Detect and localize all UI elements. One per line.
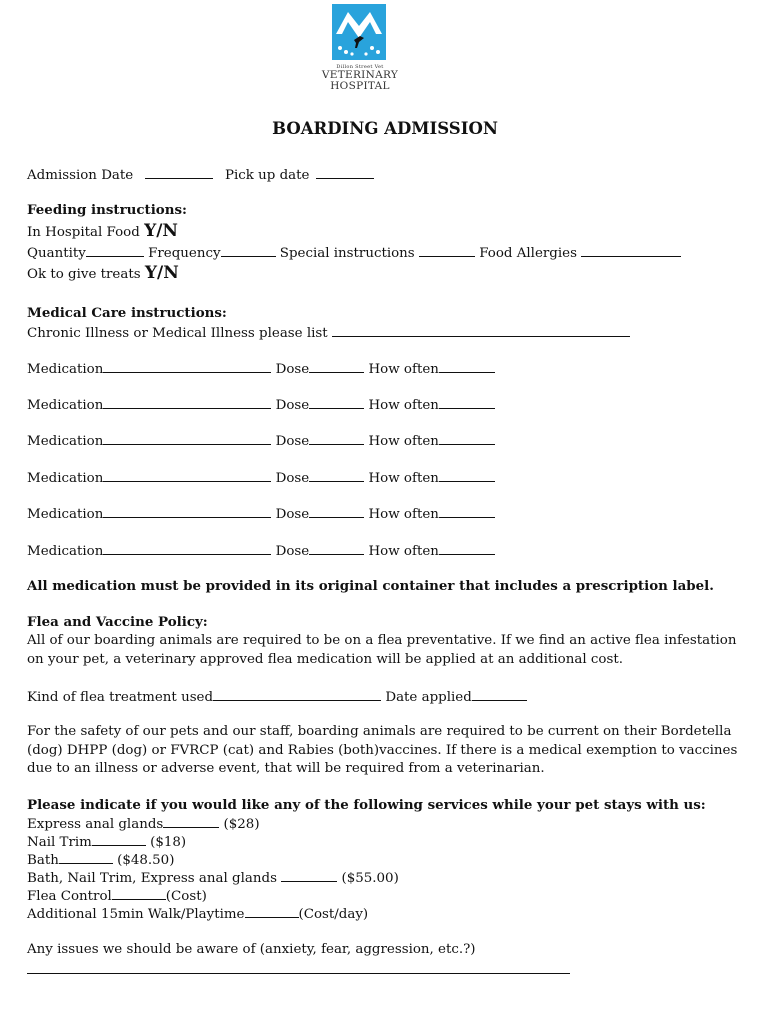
medication-label: Medication — [27, 544, 104, 559]
issues-field[interactable] — [27, 973, 570, 974]
issues-label: Any issues we should be aware of (anxiety, fear, aggression, etc.?) — [27, 942, 476, 957]
service-field[interactable] — [92, 833, 146, 846]
quantity-label: Quantity — [27, 246, 86, 261]
service-price: ($28) — [223, 817, 260, 832]
hospital-food-yn[interactable]: Y/N — [144, 221, 178, 241]
medication-note: All medication must be provided in its original container that includes a prescription label. — [27, 578, 714, 594]
service-price: (Cost) — [165, 889, 207, 904]
pickup-date-label: Pick up date — [225, 168, 310, 183]
hospital-food-label: In Hospital Food — [27, 225, 140, 240]
medical-heading: Medical Care instructions: — [27, 305, 227, 321]
service-field[interactable] — [59, 851, 113, 864]
flea-kind-field[interactable] — [213, 688, 381, 701]
service-label: Additional 15min Walk/Playtime — [27, 907, 245, 922]
service-label: Express anal glands — [27, 817, 164, 832]
food-allergies-field[interactable] — [581, 244, 681, 257]
dose-label: Dose — [275, 544, 310, 559]
service-price: ($18) — [150, 835, 187, 850]
chronic-illness-field[interactable] — [332, 324, 630, 337]
medication-label: Medication — [27, 471, 104, 486]
mountain-dog-logo-icon — [332, 4, 386, 60]
medication-field[interactable] — [103, 505, 271, 518]
service-label: Flea Control — [27, 889, 112, 904]
admission-date-field[interactable] — [145, 166, 213, 179]
medication-field[interactable] — [103, 469, 271, 482]
how-often-label: How often — [368, 507, 439, 522]
service-label: Nail Trim — [27, 835, 92, 850]
dose-field[interactable] — [309, 505, 364, 518]
medication-row — [27, 505, 495, 522]
dose-field[interactable] — [309, 396, 364, 409]
quantity-row — [27, 244, 681, 261]
flea-policy-text: All of our boarding animals are required to be on a flea preventative. If we find an active flea infestation on your pet, a veterinary approved flea medication will be applied at an additional cost. — [27, 633, 737, 667]
frequency-field[interactable] — [221, 244, 276, 257]
quantity-field[interactable] — [86, 244, 144, 257]
feeding-heading: Feeding instructions: — [27, 202, 187, 218]
how-often-label: How often — [368, 544, 439, 559]
service-item — [27, 905, 368, 922]
medication-row — [27, 542, 495, 559]
how-often-field[interactable] — [439, 360, 495, 373]
admission-date-label: Admission Date — [27, 168, 134, 183]
medication-field[interactable] — [103, 396, 271, 409]
chronic-illness-row — [27, 324, 630, 341]
treats-label: Ok to give treats — [27, 267, 141, 282]
dose-field[interactable] — [309, 469, 364, 482]
dose-label: Dose — [275, 434, 310, 449]
logo-caption — [320, 64, 400, 92]
service-item — [27, 887, 207, 904]
medication-field[interactable] — [103, 432, 271, 445]
how-often-label: How often — [368, 362, 439, 377]
admission-date-row — [27, 166, 213, 183]
chronic-illness-label: Chronic Illness or Medical Illness please list — [27, 326, 328, 341]
how-often-label: How often — [368, 434, 439, 449]
page-title: BOARDING ADMISSION — [272, 119, 498, 138]
dose-field[interactable] — [309, 542, 364, 555]
how-often-field[interactable] — [439, 542, 495, 555]
pickup-date-field[interactable] — [316, 166, 374, 179]
medication-label: Medication — [27, 434, 104, 449]
how-often-field[interactable] — [439, 432, 495, 445]
dose-field[interactable] — [309, 360, 364, 373]
frequency-label: Frequency — [148, 246, 221, 261]
medication-row — [27, 432, 495, 449]
medication-label: Medication — [27, 362, 104, 377]
special-instructions-field[interactable] — [419, 244, 475, 257]
services-heading: Please indicate if you would like any of the following services while your pet stays with us: — [27, 797, 706, 813]
flea-date-field[interactable] — [472, 688, 527, 701]
dose-field[interactable] — [309, 432, 364, 445]
how-often-field[interactable] — [439, 469, 495, 482]
service-item — [27, 851, 174, 868]
flea-date-label: Date applied — [385, 690, 472, 705]
flea-treatment-row — [27, 688, 527, 705]
how-often-field[interactable] — [439, 396, 495, 409]
special-instructions-label: Special instructions — [279, 246, 415, 261]
medication-field[interactable] — [103, 542, 271, 555]
service-price: (Cost/day) — [298, 907, 369, 922]
food-allergies-label: Food Allergies — [479, 246, 577, 261]
logo-line-2: VETERINARY — [321, 69, 399, 81]
treats-row — [27, 263, 179, 283]
service-item — [27, 815, 260, 832]
medication-row — [27, 360, 495, 377]
pickup-date-row — [225, 166, 374, 183]
medication-label: Medication — [27, 507, 104, 522]
flea-kind-label: Kind of flea treatment used — [27, 690, 214, 705]
medication-row — [27, 469, 495, 486]
service-item — [27, 869, 399, 886]
logo-line-1: Dillon Street Vet — [336, 64, 384, 70]
how-often-label: How often — [368, 398, 439, 413]
service-label: Bath — [27, 853, 59, 868]
medication-label: Medication — [27, 398, 104, 413]
service-price: ($48.50) — [117, 853, 175, 868]
service-item — [27, 833, 186, 850]
service-field[interactable] — [281, 869, 337, 882]
service-field[interactable] — [112, 887, 166, 900]
service-field[interactable] — [245, 905, 299, 918]
vaccine-text: For the safety of our pets and our staff, boarding animals are required to be current on their Bordetella (dog) DHPP (dog) or FVRCP (cat) and Rabies (both)vaccines. If there is a medical exemption to vaccines due to an illness or adverse event, that will be required from a veterinarian. — [27, 724, 738, 776]
dose-label: Dose — [275, 362, 310, 377]
logo-line-3: HOSPITAL — [330, 80, 390, 92]
dose-label: Dose — [275, 398, 310, 413]
how-often-field[interactable] — [439, 505, 495, 518]
hospital-logo — [332, 4, 386, 60]
how-often-label: How often — [368, 471, 439, 486]
medication-row — [27, 396, 495, 413]
hospital-food-row — [27, 221, 178, 241]
service-price: ($55.00) — [341, 871, 399, 886]
service-field[interactable] — [163, 815, 219, 828]
dose-label: Dose — [275, 471, 310, 486]
medication-field[interactable] — [103, 360, 271, 373]
dose-label: Dose — [275, 507, 310, 522]
treats-yn[interactable]: Y/N — [144, 263, 179, 283]
flea-heading: Flea and Vaccine Policy: — [27, 614, 208, 630]
service-label: Bath, Nail Trim, Express anal glands — [27, 871, 282, 886]
